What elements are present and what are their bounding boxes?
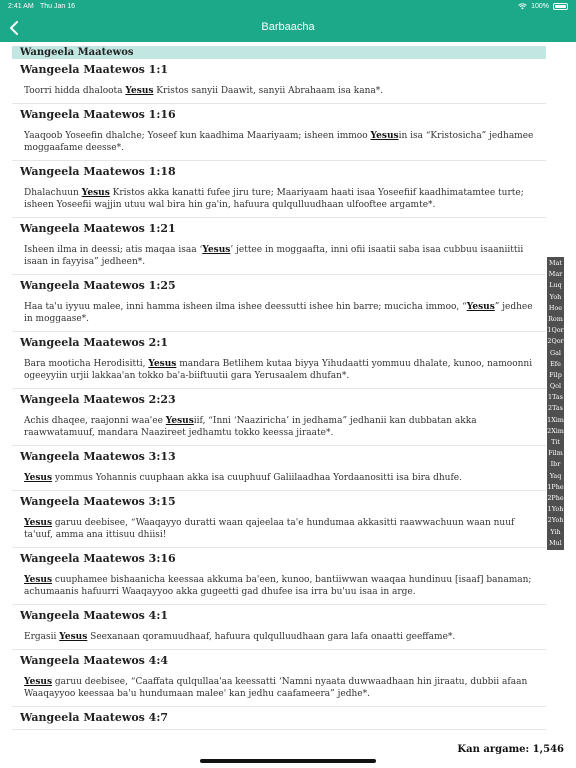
battery-icon — [553, 3, 568, 10]
book-index-item[interactable]: 2Phe — [547, 493, 564, 502]
result-reference: Wangeela Maatewos 1:25 — [20, 279, 176, 292]
result-reference: Wangeela Maatewos 3:13 — [20, 450, 176, 463]
result-reference: Wangeela Maatewos 1:21 — [20, 222, 176, 235]
result-item[interactable] — [12, 491, 546, 548]
result-text-segment: Seexanaan qoramuudhaaf, hafuura qulqulluudhaan gara lafa onaatti geeffame*. — [87, 632, 456, 642]
search-highlight: Yesus — [370, 131, 399, 141]
book-index-item[interactable]: Rom — [548, 314, 563, 323]
book-index-item[interactable]: Qol — [549, 382, 562, 391]
home-indicator — [200, 759, 376, 763]
result-text — [20, 570, 538, 604]
result-item[interactable] — [12, 389, 546, 446]
result-text-segment: cuuphamee bishaanicha keessaa akkuma ba'een, kunoo, bantiiwwan waaqaa hundinuu [isaaf] banaman; achumaanis hafuurri Waaqayyoo akka gugeetti gad dhufee isa irra bu'uu isaa in arge. — [24, 575, 532, 597]
result-text-segment: Kristos sanyii Daawit, sanyii Abrahaam isa kana*. — [153, 86, 384, 96]
search-highlight: Yesus — [24, 575, 53, 585]
status-time: 2:41 AM — [8, 3, 34, 10]
result-text-segment: Achis dhaqee, raajonni waa'ee — [24, 416, 166, 426]
top-bar — [0, 0, 576, 42]
book-index-item[interactable]: 2Qor — [547, 337, 564, 346]
result-text-segment: garuu deebisee, “Caaffata qulqullaa'aa keessatti ‘Namni nyaata duwwaadhaan hin jiraatu, dubbii afaan Waaqayyoo keessaa ba'u hundumaan malee' kan jedhu caafameera” jedhe*. — [24, 677, 528, 699]
result-text — [20, 240, 538, 274]
result-text-segment: Haa ta'u iyyuu malee, inni hamma isheen ilma ishee deessutti ishee hin barre; mucicha immoo, “ — [24, 302, 467, 312]
book-index-item[interactable]: Yaq — [549, 471, 562, 480]
result-text-segment: Ergasii — [24, 632, 60, 642]
result-reference: Wangeela Maatewos 1:16 — [20, 108, 176, 121]
search-highlight: Yesus — [466, 302, 495, 312]
result-item[interactable] — [12, 605, 546, 650]
result-text-segment: in isa “Kristosicha” jedhamee moggaafame deesse*. — [24, 131, 534, 153]
result-item[interactable] — [12, 59, 546, 104]
book-index-item[interactable]: Hoe — [548, 303, 563, 312]
result-text-segment: Bara mooticha Herodisitti, — [24, 359, 149, 369]
results-count: Kan argame: 1,546 — [457, 744, 564, 755]
book-index-item[interactable]: Tit — [551, 438, 560, 446]
search-highlight: Yesus — [81, 188, 110, 198]
result-text-segment: garuu deebisee, “Waaqayyo duratti waan qajeelaa ta'e hundumaa akkasitti raawwachuun waan nuuf ta'uuf, amma ana ittisuu dhiisi! — [24, 518, 515, 540]
result-reference: Wangeela Maatewos 3:15 — [20, 495, 176, 508]
status-date: Thu Jan 16 — [40, 3, 76, 10]
result-text — [20, 672, 538, 706]
status-bar — [0, 0, 576, 14]
result-reference: Wangeela Maatewos 1:1 — [20, 63, 169, 76]
search-highlight: Yesus — [24, 518, 53, 528]
result-text-segment: Kristos akka kanatti fufee jiru ture; Maariyaam haati isaa Yoseefiif kaadhimatamtee turte; isheen Yoseefii wajjin utuu wal bira hin ga'in, hafuura qulqulluudhaan ulfooftee argamte*. — [24, 188, 524, 210]
book-index-item[interactable]: Efe — [550, 359, 561, 368]
result-text-segment: ’ jettee in moggaafta, inni ofii isaatii saba isaa cubbuu isaaniittii isaan in fayyisa” jedheen*. — [24, 245, 524, 267]
result-text — [20, 297, 538, 331]
result-text — [20, 513, 538, 547]
book-index-item[interactable]: 1Phe — [547, 482, 564, 491]
search-highlight: Yesus — [165, 416, 194, 426]
search-highlight: Yesus — [24, 473, 53, 483]
result-reference: Wangeela Maatewos 4:4 — [20, 654, 169, 667]
book-index-item[interactable]: 2Xim — [547, 426, 564, 435]
result-item[interactable] — [12, 275, 546, 332]
search-highlight: Yesus — [24, 677, 53, 687]
search-highlight: Yesus — [148, 359, 177, 369]
result-text-segment: Toorri hidda dhaloota — [24, 86, 126, 96]
result-text — [20, 627, 538, 649]
result-text-segment: iif, “Inni ‘Naaziricha’ in jedhama” jedhanii kan dubbatan akka raawwatamuuf, mandara Naazireet jedhamtu tokko keessa jiraate*. — [24, 416, 477, 438]
result-text-segment: ” jedhee in moggaase*. — [24, 302, 533, 324]
results-list — [12, 46, 546, 746]
book-index-item[interactable]: Yih — [550, 527, 561, 536]
result-item[interactable] — [12, 650, 546, 707]
result-reference: Wangeela Maatewos 3:16 — [20, 552, 176, 565]
result-reference: Wangeela Maatewos 2:23 — [20, 393, 176, 406]
result-text — [20, 354, 538, 388]
result-item[interactable] — [12, 446, 546, 491]
result-text-segment: Isheen ilma in deessi; atis maqaa isaa ‘ — [24, 245, 203, 255]
section-header: Wangeela Maatewos — [12, 46, 546, 59]
result-item[interactable] — [12, 332, 546, 389]
book-index-item[interactable]: Yoh — [549, 292, 562, 301]
book-index-item[interactable]: 2Yoh — [547, 516, 564, 525]
result-text — [20, 468, 538, 490]
page-title: Barbaacha — [261, 21, 315, 33]
result-item[interactable] — [12, 218, 546, 275]
result-text — [20, 183, 538, 217]
book-index-item[interactable]: 1Qor — [547, 326, 564, 335]
battery-percent: 100% — [531, 3, 549, 10]
result-text — [20, 411, 538, 445]
result-reference: Wangeela Maatewos 2:1 — [20, 336, 169, 349]
result-text-segment: yommus Yohannis cuuphaan akka isa cuuphuuf Galiilaadhaa Yordaanositti isa bira dhufe. — [52, 473, 462, 483]
search-highlight: Yesus — [125, 86, 154, 96]
nav-bar — [0, 14, 576, 42]
result-item[interactable] — [12, 161, 546, 218]
result-text — [20, 81, 538, 103]
search-highlight: Yesus — [202, 245, 231, 255]
search-highlight: Yesus — [59, 632, 88, 642]
book-index-bar[interactable] — [547, 257, 564, 550]
book-index-item[interactable]: 1Yoh — [547, 505, 564, 514]
result-text-segment: Yaaqoob Yoseefin dhalche; Yoseef kun kaadhima Maariyaam; isheen immoo — [24, 131, 371, 141]
book-index-item[interactable]: Ibr — [550, 460, 561, 469]
book-index-item[interactable]: Luq — [549, 281, 562, 290]
book-index-item[interactable]: Mat — [549, 259, 562, 267]
result-text-segment: Dhalachuun — [24, 188, 82, 198]
result-reference: Wangeela Maatewos 4:7 — [20, 711, 169, 724]
results-container — [12, 59, 546, 730]
result-item[interactable] — [12, 707, 546, 730]
result-reference: Wangeela Maatewos 4:1 — [20, 609, 169, 622]
book-index-item[interactable]: Gal — [550, 348, 561, 357]
book-index-item[interactable]: 1Xim — [547, 415, 564, 424]
book-index-item[interactable]: Mul — [549, 538, 562, 547]
book-index-item[interactable]: Film — [548, 449, 563, 458]
wifi-icon — [518, 3, 527, 10]
result-item[interactable] — [12, 104, 546, 161]
result-text — [20, 126, 538, 160]
book-index-item[interactable]: 2Tas — [548, 404, 563, 413]
result-reference: Wangeela Maatewos 1:18 — [20, 165, 176, 178]
book-index-item[interactable]: 1Tas — [548, 393, 563, 402]
result-item[interactable] — [12, 548, 546, 605]
status-right — [518, 3, 568, 10]
book-index-item[interactable]: Mar — [548, 270, 563, 279]
result-text-segment: mandara Betlihem kutaa biyya Yihudaatti yommuu dhalate, kunoo, namoonni ogeeyyiin urjii lakkaa'an tokko ba'a-biiftuutii gara Yerusaalem dhufan*. — [24, 359, 533, 381]
book-index-item[interactable]: Filp — [549, 370, 562, 379]
